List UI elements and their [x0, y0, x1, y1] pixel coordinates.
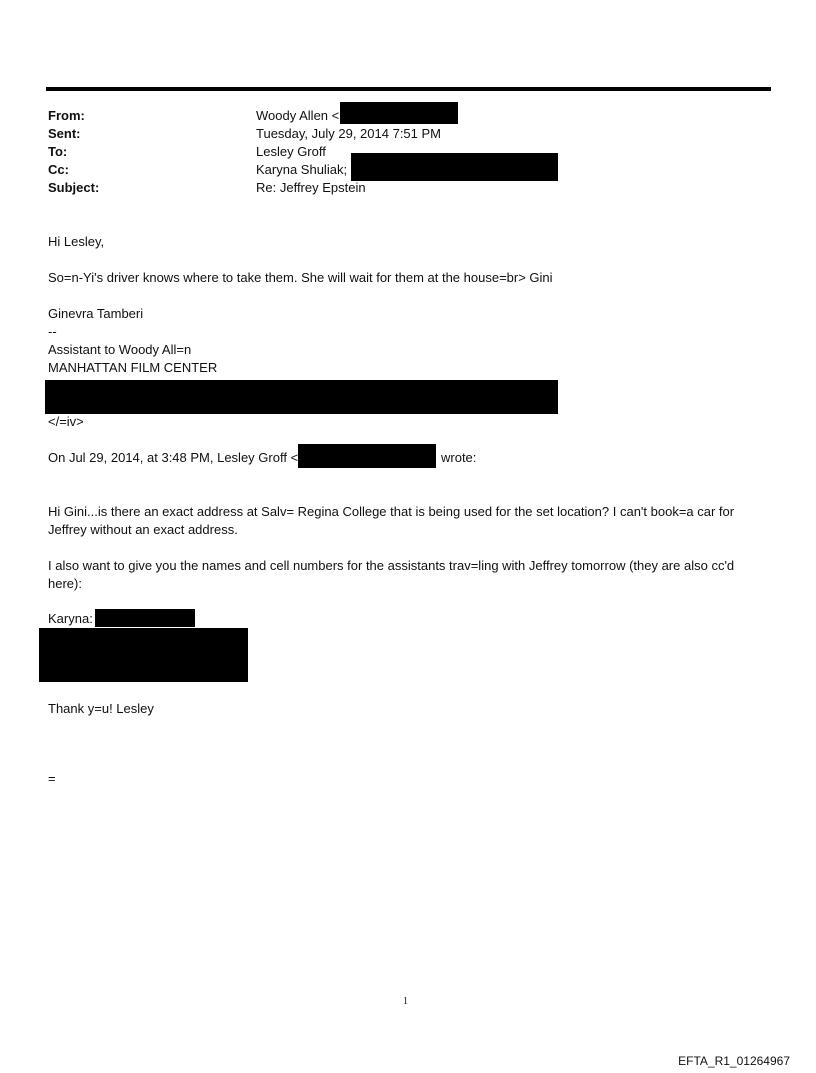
redaction-karyna-phone	[95, 609, 195, 627]
header-rule	[46, 87, 771, 91]
to-value: Lesley Groff	[256, 144, 326, 159]
trailing-equals: =	[48, 771, 56, 786]
subject-value: Re: Jeffrey Epstein	[256, 180, 366, 195]
redaction-signature-address	[45, 380, 558, 414]
sent-value: Tuesday, July 29, 2014 7:51 PM	[256, 126, 441, 141]
cc-label: Cc:	[48, 162, 69, 177]
redaction-quote-email	[298, 444, 436, 468]
from-label: From:	[48, 108, 85, 123]
quoted-paragraph-1: Hi Gini...is there an exact address at Salv= Regina College that is being used for the set location? I can't book=a car for Jeffrey without an exact address.	[48, 504, 735, 537]
greeting: Hi Lesley,	[48, 234, 105, 249]
to-label: To:	[48, 144, 68, 159]
closing-thanks: Thank y=u! Lesley	[48, 701, 154, 716]
signature-company: MANHATTAN FILM CENTER	[48, 360, 218, 375]
div-tag-text: </=iv>	[48, 414, 84, 429]
page-number: 1	[403, 996, 408, 1007]
redaction-assistant-contacts	[39, 628, 248, 682]
sent-label: Sent:	[48, 126, 81, 141]
message-line: So=n-Yi's driver knows where to take them. She will wait for them at the house=br> Gini	[48, 270, 553, 285]
quoted-paragraph-2: I also want to give you the names and cell numbers for the assistants trav=ling with Jeffrey tomorrow (they are also cc'd here):	[48, 558, 735, 591]
from-value: Woody Allen <	[256, 108, 340, 123]
signature-title: Assistant to Woody All=n	[48, 342, 192, 357]
quote-attribution-suffix: wrote:	[441, 450, 477, 465]
redaction-cc	[351, 153, 558, 181]
karyna-label: Karyna:	[48, 611, 93, 626]
signature-name: Ginevra Tamberi	[48, 306, 144, 321]
cc-value: Karyna Shuliak;	[256, 162, 348, 177]
quote-attribution	[48, 450, 298, 465]
redaction-from-email	[340, 102, 458, 124]
quote-attribution-prefix: On Jul 29, 2014, at 3:48 PM, Lesley Groff <	[48, 450, 299, 465]
document-id: EFTA_R1_01264967	[678, 1054, 790, 1068]
signature-separator: --	[48, 324, 57, 339]
subject-label: Subject:	[48, 180, 100, 195]
